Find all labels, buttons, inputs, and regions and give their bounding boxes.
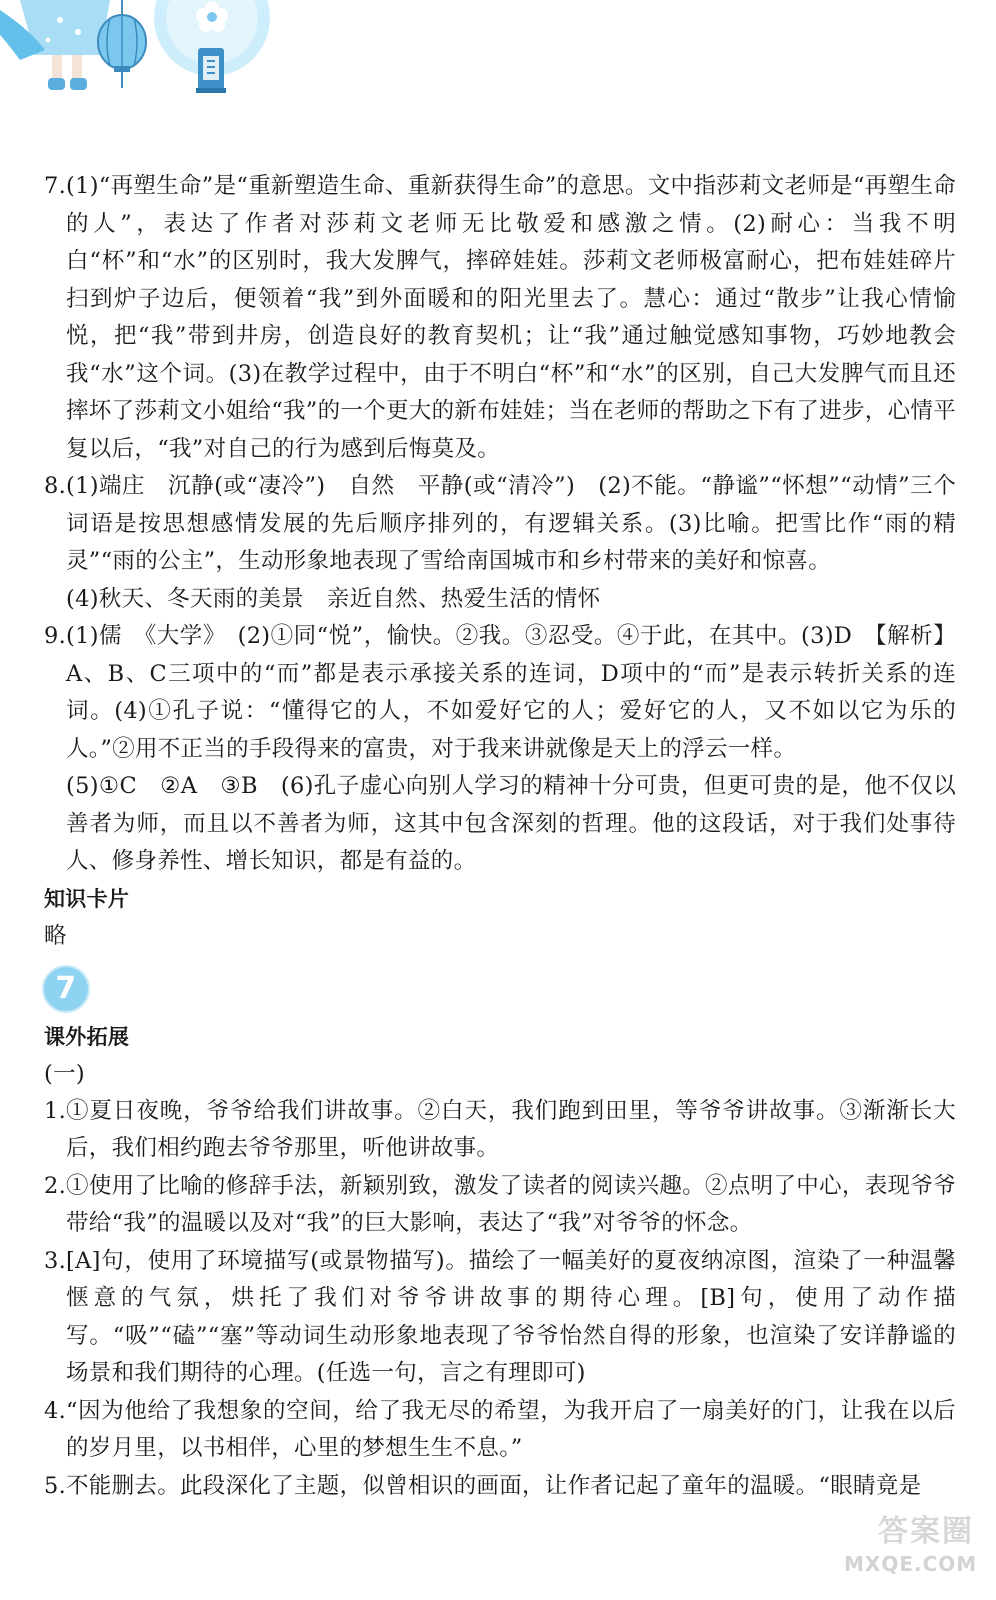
answer-paragraph: (1)儒 《大学》 (2)①同“悦”，愉快。②我。③忍受。④于此，在其中。(3)D 【解析】A、B、C三项中的“而”都是表示承接关系的连词，D项中的“而”是表示转折关系的连词。(4)①孔子说：“懂得它的人，不如爱好它的人；爱好它的人，又不如以它为乐的人。”②用不正当的手段得来的富贵，对于我来讲就像是天上的浮云一样。 bbox=[66, 623, 956, 762]
answer-number: 5. bbox=[44, 1472, 67, 1499]
answer-paragraph: [A]句，使用了环境描写(或景物描写)。描绘了一幅美好的夏夜纳凉图，渲染了一种温馨惬意的气氛，烘托了我们对爷爷讲故事的期待心理。[B]句，使用了动作描写。“吸”“磕”“塞”等动词生动形象地表现了爷爷怡然自得的形象，也渲染了安详静谧的场景和我们期待的心理。(任选一句，言之有理即可) bbox=[66, 1247, 956, 1386]
lantern-girl-illustration bbox=[0, 0, 300, 110]
knowledge-card-heading: 知识卡片 bbox=[44, 886, 130, 911]
knowledge-card-text: 略 bbox=[44, 922, 67, 949]
section-heading: 课外拓展 bbox=[44, 1024, 130, 1049]
watermark-url: MXQE.COM bbox=[844, 1552, 978, 1576]
answer-item bbox=[44, 1243, 956, 1393]
answer-paragraph: ①夏日夜晚，爷爷给我们讲故事。②白天，我们跑到田里，等爷爷讲故事。③渐渐长大后，我们相约跑去爷爷那里，听他讲故事。 bbox=[66, 1097, 956, 1161]
answer-item bbox=[44, 468, 956, 618]
answer-paragraph: (1)端庄 沉静(或“凄冷”) 自然 平静(或“清冷”) (2)不能。“静谧”“怀想”“动情”三个词语是按思想感情发展的先后顺序排列的，有逻辑关系。(3)比喻。把雪比作“雨的精灵”“雨的公主”，生动形象地表现了雪给南国城市和乡村带来的美好和惊喜。 bbox=[66, 473, 956, 574]
answer-paragraph: (4)秋天、冬天雨的美景 亲近自然、热爱生活的情怀 bbox=[66, 585, 601, 612]
answer-content bbox=[44, 168, 956, 1505]
answer-number: 3. bbox=[44, 1247, 67, 1274]
unit-number-badge: 7 bbox=[42, 965, 90, 1013]
answer-item bbox=[44, 618, 956, 881]
answer-number: 8. bbox=[44, 473, 67, 499]
answer-number: 4. bbox=[44, 1397, 67, 1424]
answer-paragraph: ①使用了比喻的修辞手法，新颖别致，激发了读者的阅读兴趣。②点明了中心，表现爷爷带给“我”的温暖以及对“我”的巨大影响，表达了“我”对爷爷的怀念。 bbox=[66, 1172, 956, 1236]
watermark-logo: 答案圈 bbox=[878, 1514, 974, 1549]
answer-number: 1. bbox=[44, 1097, 67, 1124]
answer-item bbox=[44, 1468, 956, 1506]
answer-paragraph: (1)“再塑生命”是“重新塑造生命、重新获得生命”的意思。文中指莎莉文老师是“再塑生命的人”，表达了作者对莎莉文老师无比敬爱和感激之情。(2)耐心：当我不明白“杯”和“水”的区别时，我大发脾气，摔碎娃娃。莎莉文老师极富耐心，把布娃娃碎片扫到炉子边后，便领着“我”到外面暖和的阳光里去了。慧心：通过“散步”让我心情愉悦，把“我”带到井房，创造良好的教育契机；让“我”通过触觉感知事物，巧妙地教会我“水”这个词。(3)在教学过程中，由于不明白“杯”和“水”的区别，自己大发脾气而且还摔坏了莎莉文小姐给“我”的一个更大的新布娃娃；当在老师的帮助之下有了进步，心情平复以后，“我”对自己的行为感到后悔莫及。 bbox=[66, 173, 957, 462]
answer-number: 2. bbox=[44, 1172, 67, 1199]
answer-list-upper bbox=[44, 168, 956, 881]
answer-list-lower bbox=[44, 1093, 956, 1506]
answer-paragraph: (5)①C ②A ③B (6)孔子虚心向别人学习的精神十分可贵，但更可贵的是，他不仅以善者为师，而且以不善者为师，这其中包含深刻的哲理。他的这段话，对于我们处事待人、修身养性、增长知识，都是有益的。 bbox=[66, 773, 956, 874]
answer-item bbox=[44, 1093, 956, 1168]
answer-paragraph: “因为他给了我想象的空间，给了我无尽的希望，为我开启了一扇美好的门，让我在以后的岁月里，以书相伴，心里的梦想生生不息。” bbox=[66, 1397, 956, 1461]
answer-number: 7. bbox=[44, 173, 67, 199]
watermark bbox=[844, 1512, 978, 1582]
answer-item bbox=[44, 1168, 956, 1243]
answer-number: 9. bbox=[44, 623, 67, 649]
answer-item bbox=[44, 168, 956, 468]
answer-paragraph: 不能删去。此段深化了主题，似曾相识的画面，让作者记起了童年的温暖。“眼睛竟是 bbox=[66, 1472, 922, 1499]
header-illustration bbox=[0, 0, 300, 110]
part-label: (一) bbox=[44, 1060, 85, 1087]
answer-item bbox=[44, 1393, 956, 1468]
